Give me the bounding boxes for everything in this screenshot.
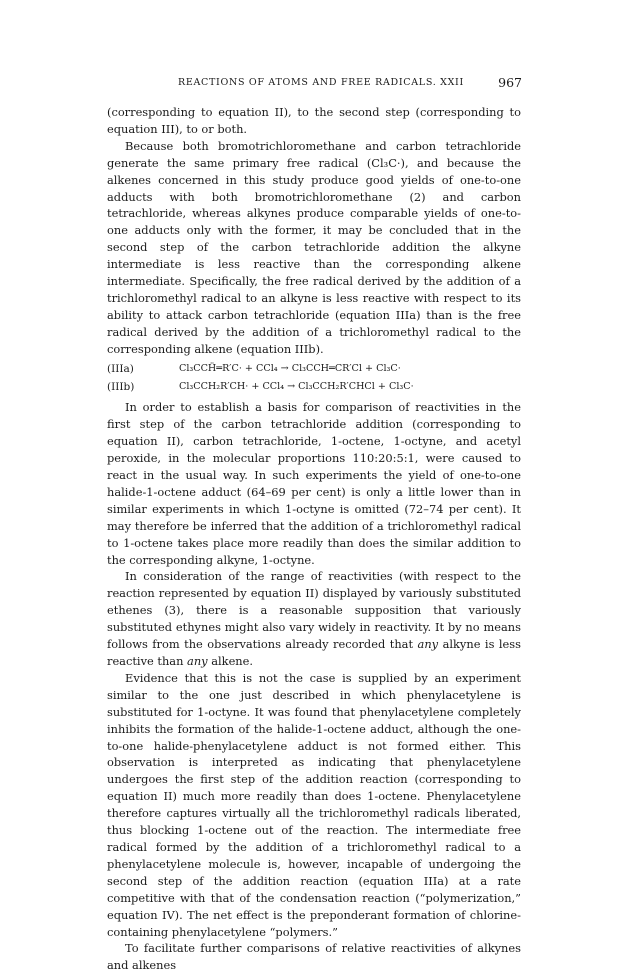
page-number: 967 bbox=[498, 75, 522, 90]
paragraph-3: In order to establish a basis for comparison of reactivities in the first step of the carbon tetrachloride addition (corresponding to equation II), carbon tetrachloride, 1-octene, 1-octyne, and acetyl peroxide, in the molecular proportions 110:20:5:1, were caused to react in the usual way. In such experiments the yield of one-to-one halide-1-octene adduct (64–69 per cent) is only a little lower than in similar experiments in which 1-octyne is omitted (72–74 per cent). It may therefore be inferred that the addition of a trichloromethyl radical to 1-octene takes place more readily than does the similar addition to the corresponding alkyne, 1-octyne. bbox=[107, 400, 521, 567]
equation-IIIa bbox=[107, 361, 521, 378]
equation-label: (IIIa) bbox=[107, 362, 134, 375]
paragraph-2: Because both bromotrichloromethane and carbon tetrachloride generate the same primary free radical (Cl₃C·), and because the alkenes concerned in this study produce good yields of one-to-one adducts with both bromotrichloromethane (2) and carbon tetrachloride, whereas alkynes produce comparable yields of one-to-one adducts only with the former, it may be concluded that in the second step of the carbon tetrachloride addition the alkyne intermediate is less reactive than the corresponding alkene intermediate. Specifically, the free radical derived by the addition of a trichloromethyl radical to an alkyne is less reactive with respect to its ability to attack carbon tetrachloride (equation IIIa) than is the free radical derived by the addition of a trichloromethyl radical to the corresponding alkene (equation IIIb). bbox=[107, 138, 521, 356]
equation-label: (IIIb) bbox=[107, 380, 135, 393]
body-text bbox=[107, 104, 521, 974]
equation-body: Cl₃CCH₂R′CH· + CCl₄ → Cl₃CCH₂R′CHCl + Cl₃C· bbox=[179, 380, 414, 392]
paragraph-6: To facilitate further comparisons of relative reactivities of alkynes and alkenes bbox=[107, 941, 521, 973]
emphasis-any: any bbox=[187, 654, 208, 668]
paragraph-4-text: In consideration of the range of reactivities (with respect to the reaction represented by equation II) displayed by variously substituted ethenes (3), there is a reasonable supposition that variously substituted ethynes might also vary widely in reactivity. It by no means follows from the observations already recorded that bbox=[107, 569, 521, 652]
equation-body: Cl₃CCḦ═R′C· + CCl₄ → Cl₃CCH═CR′Cl + Cl₃C· bbox=[179, 362, 401, 374]
paragraph-4 bbox=[107, 568, 521, 669]
paragraph-4-mid: alkyne is less reactive than bbox=[107, 637, 521, 668]
page-header bbox=[108, 75, 522, 93]
emphasis-any: any bbox=[417, 637, 439, 652]
paragraph-1: (corresponding to equation II), to the second step (corresponding to equation III), to or both. bbox=[107, 105, 521, 136]
running-head: REACTIONS OF ATOMS AND FREE RADICALS. XXII bbox=[178, 77, 464, 88]
paragraph-5: Evidence that this is not the case is supplied by an experiment similar to the one just described in which phenylacetylene is substituted for 1-octyne. It was found that phenylacetylene completely inhibits the formation of the halide-1-octene adduct, although the one-to-one halide-phenylacetylene adduct is not formed either. This observation is interpreted as indicating that phenylacetylene undergoes the first step of the addition reaction (corresponding to equation II) much more readily than does 1-octene. Phenylacetylene therefore captures virtually all the trichloromethyl radicals liberated, thus blocking 1-octene out of the reaction. The intermediate free radical formed by the addition of a trichloromethyl radical to a phenylacetylene molecule is, however, incapable of undergoing the second step of the addition reaction (equation IIIa) at a rate competitive with that of the condensation reaction (“polymerization,” equation IV). The net effect is the preponderant formation of chlorine-containing phenylacetylene “polymers.” bbox=[107, 670, 521, 939]
paragraph-4-end: alkene. bbox=[207, 654, 254, 668]
equation-IIIb bbox=[107, 379, 521, 396]
